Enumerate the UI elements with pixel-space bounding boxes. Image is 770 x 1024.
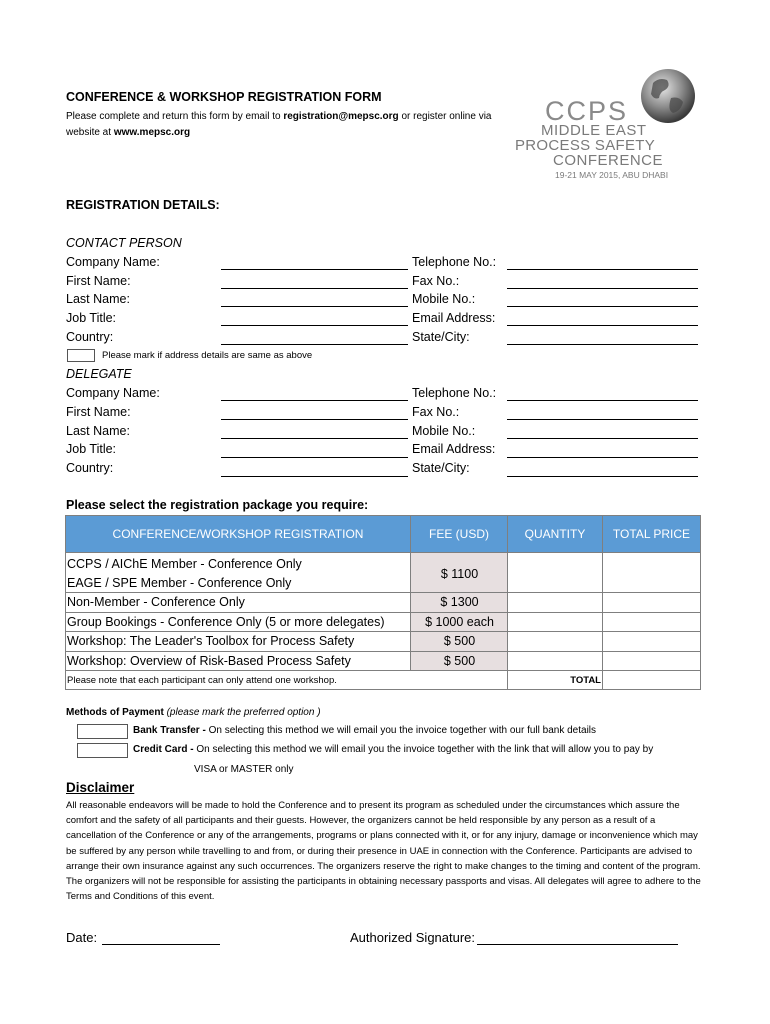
delegate-country-label: Country: <box>66 461 114 475</box>
workshop-note: Please note that each participant can only attend one workshop. <box>66 671 508 690</box>
total-workshop-risk-field[interactable] <box>603 651 701 671</box>
contact-state-field[interactable] <box>507 344 698 345</box>
contact-telephone-field[interactable] <box>507 269 698 270</box>
package-table <box>65 515 701 690</box>
payment-title-row <box>66 707 321 718</box>
quantity-workshop-leader-field[interactable] <box>508 632 603 652</box>
bank-transfer-option <box>133 725 596 736</box>
logo-line5: 19-21 MAY 2015, ABU DHABI <box>555 170 669 180</box>
disclaimer-body: All reasonable endeavors will be made to hold the Conference and to present its program as scheduled under the circumstances which assure the comfort and the safety of all participants and their guests. However, the organizers cannot be held responsible by any person as a result of a cancellation of the Conference or any of the arrangements, programs or plans connected with it, or for any injury, damage or inconvenience which may be suffered by any person while travelling to and from, or during their presence in UAE in connection with the Conference. Participants are advised to arrange their own insurance against any such occurrences. The organizers reserve the right to make changes to the timing and content of the program. The organizers will not be responsible for assisting the participants in obtaining necessary passports and visas. All delegates will agree to adhere to the Terms and Conditions of this event. <box>66 800 701 903</box>
credit-card-text-2: VISA or MASTER only <box>194 764 294 775</box>
total-workshop-leader-field[interactable] <box>603 632 701 652</box>
delegate-job-title-field[interactable] <box>221 457 408 458</box>
disclaimer-title: Disclaimer <box>66 780 135 795</box>
delegate-heading: DELEGATE <box>66 367 132 381</box>
contact-state-label: State/City: <box>412 330 470 344</box>
total-group-field[interactable] <box>603 612 701 632</box>
intro-email-link[interactable]: registration@mepsc.org <box>283 111 399 122</box>
bank-transfer-checkbox[interactable] <box>77 724 128 739</box>
delegate-fax-label: Fax No.: <box>412 405 460 419</box>
total-non-member-field[interactable] <box>603 593 701 613</box>
delegate-mobile-field[interactable] <box>507 438 698 439</box>
ccps-conference-logo <box>513 68 713 186</box>
package-title: Please select the registration package you require: <box>66 498 369 512</box>
package-item-ccps: CCPS / AIChE Member - Conference Only <box>66 553 411 574</box>
package-item-non-member: Non-Member - Conference Only <box>66 593 411 613</box>
quantity-group-field[interactable] <box>508 612 603 632</box>
same-address-checkbox[interactable] <box>67 349 95 362</box>
contact-mobile-field[interactable] <box>507 306 698 307</box>
intro-mid: or register online via website at <box>66 111 492 138</box>
table-row <box>66 593 701 613</box>
credit-card-option <box>133 744 653 755</box>
delegate-email-field[interactable] <box>507 457 698 458</box>
bank-transfer-text: On selecting this method we will email you the invoice together with our full bank details <box>205 725 597 736</box>
intro-website-link[interactable]: www.mepsc.org <box>113 127 191 138</box>
contact-job-title-label: Job Title: <box>66 311 117 325</box>
delegate-mobile-label: Mobile No.: <box>412 424 476 438</box>
fee-non-member: $ 1300 <box>411 593 508 613</box>
contact-person-heading: CONTACT PERSON <box>66 236 182 250</box>
col-quantity-header: QUANTITY <box>508 516 603 553</box>
col-total-price-header: TOTAL PRICE <box>603 516 701 553</box>
col-registration-header: CONFERENCE/WORKSHOP REGISTRATION <box>66 516 411 553</box>
contact-country-field[interactable] <box>221 344 408 345</box>
package-item-eage: EAGE / SPE Member - Conference Only <box>66 574 411 593</box>
delegate-last-name-label: Last Name: <box>66 424 130 438</box>
date-field[interactable] <box>102 944 220 945</box>
logo-line2: MIDDLE EAST <box>541 122 647 139</box>
delegate-first-name-label: First Name: <box>66 405 131 419</box>
contact-telephone-label: Telephone No.: <box>412 255 497 269</box>
signature-field[interactable] <box>477 944 678 945</box>
contact-job-title-field[interactable] <box>221 325 408 326</box>
contact-first-name-field[interactable] <box>221 288 408 289</box>
delegate-fax-field[interactable] <box>507 419 698 420</box>
intro-pre: Please complete and return this form by email to <box>66 111 284 122</box>
quantity-workshop-risk-field[interactable] <box>508 651 603 671</box>
fee-workshop-risk: $ 500 <box>411 651 508 671</box>
delegate-company-label: Company Name: <box>66 386 160 400</box>
delegate-state-label: State/City: <box>412 461 470 475</box>
contact-country-label: Country: <box>66 330 114 344</box>
contact-first-name-label: First Name: <box>66 274 131 288</box>
total-label: TOTAL <box>508 671 603 690</box>
contact-fax-field[interactable] <box>507 288 698 289</box>
logo-line3: PROCESS SAFETY <box>515 137 656 154</box>
grand-total-field[interactable] <box>603 671 701 690</box>
table-row <box>66 612 701 632</box>
signature-label: Authorized Signature: <box>350 930 476 945</box>
form-title: CONFERENCE & WORKSHOP REGISTRATION FORM <box>66 90 382 104</box>
fee-workshop-leader: $ 500 <box>411 632 508 652</box>
credit-card-label: Credit Card - <box>133 744 194 755</box>
registration-title: REGISTRATION DETAILS: <box>66 198 220 212</box>
contact-fax-label: Fax No.: <box>412 274 460 288</box>
fee-member: $ 1100 <box>411 553 508 593</box>
contact-last-name-field[interactable] <box>221 306 408 307</box>
delegate-country-field[interactable] <box>221 476 408 477</box>
table-row <box>66 553 701 574</box>
quantity-member-field[interactable] <box>508 553 603 593</box>
total-member-field[interactable] <box>603 553 701 593</box>
intro-text <box>66 109 516 141</box>
contact-last-name-label: Last Name: <box>66 292 130 306</box>
credit-card-text: On selecting this method we will email you the invoice together with the link that will allow you to pay by <box>193 744 654 755</box>
delegate-job-title-label: Job Title: <box>66 442 117 456</box>
payment-title-note: (please mark the preferred option ) <box>166 707 321 718</box>
contact-email-label: Email Address: <box>412 311 496 325</box>
logo-line4: CONFERENCE <box>553 152 664 169</box>
delegate-telephone-field[interactable] <box>507 400 698 401</box>
date-label: Date: <box>66 930 98 945</box>
table-row <box>66 671 701 690</box>
delegate-company-field[interactable] <box>221 400 408 401</box>
package-item-group: Group Bookings - Conference Only (5 or more delegates) <box>66 612 411 632</box>
contact-company-label: Company Name: <box>66 255 160 269</box>
fee-group: $ 1000 each <box>411 612 508 632</box>
globe-icon <box>641 69 695 123</box>
logo-line1: CCPS <box>545 96 629 126</box>
package-item-workshop-risk: Workshop: Overview of Risk-Based Process Safety <box>66 651 411 671</box>
bank-transfer-label: Bank Transfer - <box>133 725 206 736</box>
table-row <box>66 651 701 671</box>
delegate-last-name-field[interactable] <box>221 438 408 439</box>
same-address-label: Please mark if address details are same as above <box>102 350 313 361</box>
delegate-state-field[interactable] <box>507 476 698 477</box>
package-item-workshop-leader: Workshop: The Leader's Toolbox for Process Safety <box>66 632 411 652</box>
delegate-telephone-label: Telephone No.: <box>412 386 497 400</box>
table-row <box>66 632 701 652</box>
col-fee-header: FEE (USD) <box>411 516 508 553</box>
contact-company-field[interactable] <box>221 269 408 270</box>
contact-mobile-label: Mobile No.: <box>412 292 476 306</box>
delegate-email-label: Email Address: <box>412 442 496 456</box>
credit-card-checkbox[interactable] <box>77 743 128 758</box>
delegate-first-name-field[interactable] <box>221 419 408 420</box>
quantity-non-member-field[interactable] <box>508 593 603 613</box>
payment-title: Methods of Payment <box>66 707 164 718</box>
contact-email-field[interactable] <box>507 325 698 326</box>
